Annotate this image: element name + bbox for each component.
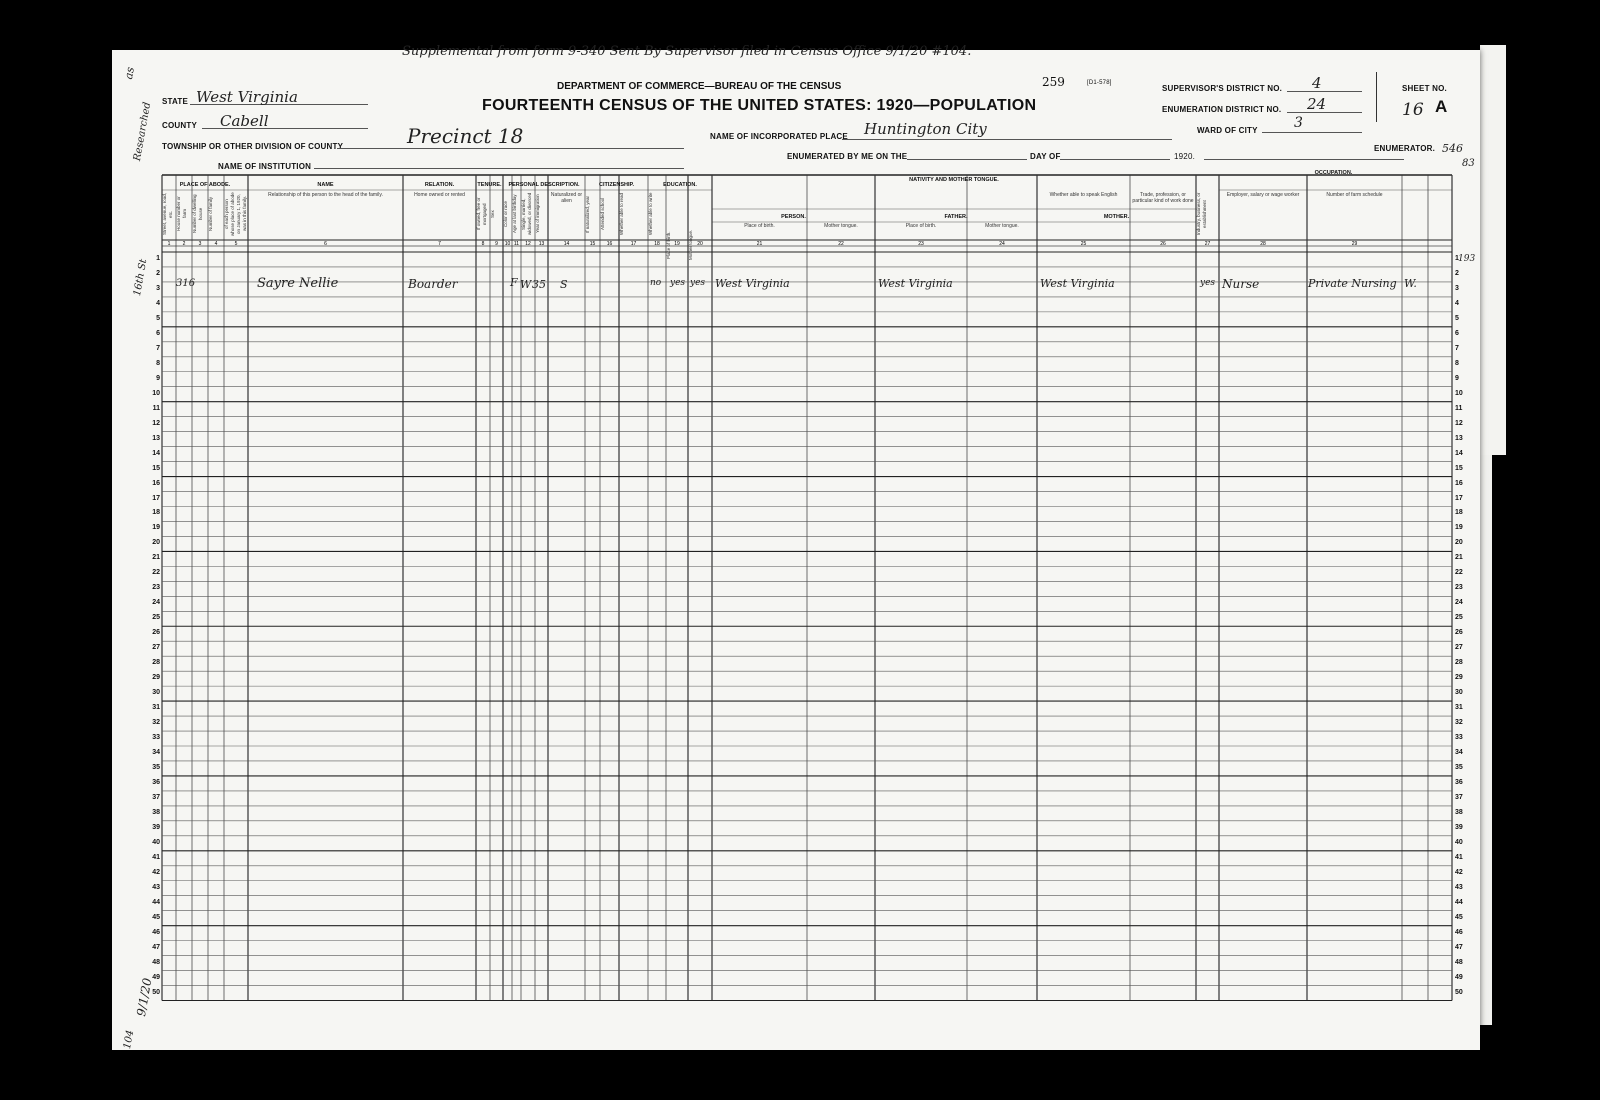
line-number: 14 <box>152 449 160 457</box>
column-header: Mother tongue. <box>824 223 858 229</box>
ward-label: WARD OF CITY <box>1197 126 1258 135</box>
line-number: 33 <box>1455 734 1463 742</box>
page-edge-lower <box>1480 455 1492 1025</box>
column-header: Age at last birthday <box>512 194 517 234</box>
line-number: 26 <box>152 629 160 637</box>
column-header: Home owned or rented <box>414 192 465 198</box>
line-number: 24 <box>152 599 160 607</box>
column-number: 22 <box>838 241 844 247</box>
line-number: 49 <box>152 973 160 981</box>
column-header: Color or race <box>503 201 508 228</box>
line-number: 45 <box>1455 913 1463 921</box>
sex-value: F <box>510 276 518 289</box>
column-header: Year of immigration <box>535 194 540 234</box>
line-number: 12 <box>152 419 160 427</box>
column-header: Relationship of this person to the head of the family. <box>268 192 383 198</box>
sheet-letter: A <box>1435 97 1448 116</box>
line-number: 46 <box>1455 928 1463 936</box>
line-number: 22 <box>1455 569 1463 577</box>
line-number: 34 <box>152 749 160 756</box>
sheet-value: 16 <box>1402 100 1424 120</box>
line-number: 2 <box>1455 269 1459 277</box>
column-number: 1 <box>167 241 171 247</box>
line-number: 36 <box>1455 778 1463 786</box>
group-father: FATHER. <box>944 214 968 220</box>
column-number: 2 <box>182 241 186 247</box>
group-occupation: OCCUPATION. <box>1314 170 1353 176</box>
page-number: 259 <box>1042 75 1065 89</box>
column-number: 15 <box>589 241 596 247</box>
enumerator-number: 546 <box>1442 142 1463 155</box>
column-header: Number of dwelling house <box>192 194 203 234</box>
column-number: 20 <box>697 241 703 247</box>
column-header: Attended school <box>600 197 605 231</box>
line-number: 18 <box>1455 509 1463 517</box>
street-note: 16th St <box>132 258 150 297</box>
person-name: Sayre Nellie <box>257 276 339 291</box>
line-number: 22 <box>152 569 160 577</box>
column-number: 7 <box>438 241 441 247</box>
line-number: 49 <box>1455 973 1463 981</box>
column-header: Mother tongue. <box>985 223 1019 229</box>
line-number: 15 <box>1455 464 1463 472</box>
supplemental-note: Supplemental from form 9-340 Sent By Supervisor filed in Census Office 9/1/20 #104. <box>402 44 972 59</box>
group-relation: RELATION. <box>424 182 455 188</box>
column-number: 19 <box>674 241 680 247</box>
column-header: Place of birth. <box>666 231 671 259</box>
line-number: 33 <box>152 734 160 742</box>
line-number: 25 <box>152 614 160 622</box>
group-citizenship: CITIZENSHIP. <box>598 182 635 188</box>
group-nativity: NATIVITY AND MOTHER TONGUE. <box>909 177 999 183</box>
line-number: 35 <box>1455 763 1463 771</box>
column-header: If owned, free or mortgaged <box>476 197 487 231</box>
supervisor-label: SUPERVISOR'S DISTRICT NO. <box>1162 84 1283 93</box>
line-number: 12 <box>1455 419 1463 427</box>
line-number: 46 <box>152 928 160 936</box>
column-number: 27 <box>1204 241 1211 247</box>
line-number: 30 <box>152 689 160 697</box>
line-number: 38 <box>152 808 160 816</box>
column-header: Whether able to read <box>619 192 624 236</box>
line-number: 21 <box>1455 554 1463 562</box>
line-number: 23 <box>1455 584 1463 592</box>
line-number: 19 <box>1455 524 1463 532</box>
column-number: 10 <box>504 241 511 247</box>
line-number: 30 <box>1455 689 1463 697</box>
line-number: 41 <box>1455 853 1463 861</box>
column-header: Whether able to write <box>648 192 653 236</box>
line-number: 47 <box>152 943 160 951</box>
column-number: 14 <box>563 241 570 247</box>
group-person: PERSON. <box>781 214 806 220</box>
line-number: 37 <box>1455 793 1463 801</box>
line-number: 45 <box>152 913 160 921</box>
column-header: Street, avenue, road, etc. <box>162 192 173 236</box>
line-number: 48 <box>152 958 160 966</box>
industry-value: Private Nursing <box>1308 277 1397 290</box>
line-number: 9 <box>1455 374 1459 382</box>
line-number: 5 <box>1455 314 1459 322</box>
line-number: 7 <box>156 344 160 352</box>
column-number: 24 <box>999 241 1005 247</box>
enumerated-label: ENUMERATED BY ME ON THE <box>787 152 908 161</box>
column-header: Whether able to speak English <box>1049 192 1118 198</box>
column-number: 12 <box>525 241 531 247</box>
column-header: Place of birth. <box>744 223 775 229</box>
column-header: Industry, business, or establishment <box>1196 192 1207 236</box>
date-note-left: 9/1/20 <box>134 976 155 1018</box>
line-number: 2 <box>156 269 160 277</box>
line-number: 4 <box>1455 299 1459 307</box>
line-number: 50 <box>152 988 160 996</box>
state-label: STATE <box>162 97 189 106</box>
page-edge <box>1480 45 1506 455</box>
township-value: Precinct 18 <box>407 124 524 148</box>
line-number: 8 <box>1455 359 1459 367</box>
group-personal: PERSONAL DESCRIPTION. <box>508 182 580 188</box>
column-number: 21 <box>756 241 763 247</box>
father-birthplace-value: West Virginia <box>878 277 953 290</box>
line-number: 10 <box>1455 389 1463 397</box>
line-number: 39 <box>152 823 160 831</box>
incorporated-label: NAME OF INCORPORATED PLACE <box>710 132 848 141</box>
line-number: 13 <box>1455 434 1463 442</box>
sheet-label: SHEET NO. <box>1402 84 1447 93</box>
column-header: of each person whose place of abode on January 1, 1920, was in this family. <box>224 192 247 236</box>
line-number: 18 <box>152 509 160 517</box>
line-number: 31 <box>152 704 160 712</box>
group-tenure: TENURE. <box>477 182 502 188</box>
line-number: 37 <box>152 793 160 801</box>
line-number: 24 <box>1455 599 1463 607</box>
line-number: 3 <box>156 284 160 292</box>
age-value: 35 <box>532 278 546 291</box>
line-number: 43 <box>1455 883 1463 891</box>
line-number: 6 <box>156 329 160 337</box>
year-label: 1920. <box>1174 152 1196 161</box>
line-number: 47 <box>1455 943 1463 951</box>
form-number: [D1-578] <box>1087 80 1112 86</box>
line-number: 11 <box>1455 404 1463 412</box>
column-header: Naturalized or alien <box>550 192 583 204</box>
day-of-label: DAY OF <box>1030 152 1061 161</box>
column-header: Mother tongue. <box>688 229 693 261</box>
enumerator-label: ENUMERATOR. <box>1374 144 1436 153</box>
column-number: 18 <box>654 241 660 247</box>
line-number: 40 <box>1455 838 1463 846</box>
column-header: Place of birth. <box>905 223 937 229</box>
column-number: 26 <box>1160 241 1166 247</box>
line-number: 9 <box>156 374 160 382</box>
relation-value: Boarder <box>408 277 458 291</box>
column-number: 9 <box>495 241 498 247</box>
line-number: 32 <box>152 719 160 727</box>
column-number: 28 <box>1260 241 1266 247</box>
line-number: 1 <box>156 255 160 262</box>
group-name: NAME <box>317 182 334 188</box>
line-number: 11 <box>152 404 160 412</box>
line-number: 44 <box>1455 898 1463 906</box>
line-number: 41 <box>152 853 160 861</box>
census-title: FOURTEENTH CENSUS OF THE UNITED STATES: 1920—POPULATION <box>482 97 1037 114</box>
line-number: 10 <box>152 389 160 397</box>
line-number: 17 <box>1455 494 1463 502</box>
house-number: 316 <box>176 278 196 289</box>
column-header: Employer, salary or wage worker <box>1226 192 1300 198</box>
researched-note: Researched <box>132 101 154 162</box>
line-number: 1 <box>1455 255 1459 262</box>
incorporated-value: Huntington City <box>864 120 987 138</box>
line-number: 26 <box>1455 629 1463 637</box>
line-number: 29 <box>1455 674 1463 682</box>
line-number: 31 <box>1455 704 1463 712</box>
line-number: 16 <box>152 479 160 487</box>
line-number: 44 <box>152 898 160 906</box>
line-number: 27 <box>1455 644 1463 652</box>
line-number: 27 <box>152 644 160 652</box>
line-number: 7 <box>1455 344 1459 352</box>
column-header: Number of farm schedule <box>1326 192 1383 198</box>
line-number: 48 <box>1455 958 1463 966</box>
line-number: 32 <box>1455 719 1463 727</box>
column-header: Trade, profession, or particular kind of work done <box>1132 192 1194 204</box>
county-label: COUNTY <box>162 121 197 130</box>
school-value: no <box>650 278 662 288</box>
line-number: 42 <box>1455 868 1463 876</box>
column-header: House number or farm <box>176 196 187 232</box>
line-number: 36 <box>152 778 160 786</box>
trade-value: Nurse <box>1222 277 1260 291</box>
line-number: 17 <box>152 494 160 502</box>
line-number: 8 <box>156 359 160 367</box>
census-sheet <box>112 44 1480 1050</box>
line-number: 3 <box>1455 284 1459 292</box>
line-number: 42 <box>152 868 160 876</box>
number-note-left: 104 <box>122 1029 137 1050</box>
column-number: 11 <box>513 241 520 247</box>
line-number: 5 <box>156 314 160 322</box>
column-number: 4 <box>214 241 218 247</box>
line-number: 29 <box>152 674 160 682</box>
side-number: 83 <box>1462 158 1475 169</box>
race-value: W <box>520 278 532 291</box>
line-number: 39 <box>1455 823 1463 831</box>
line-number: 40 <box>152 838 160 846</box>
line-number: 21 <box>152 554 160 562</box>
group-abode: PLACE OF ABODE. <box>179 182 231 188</box>
column-number: 13 <box>538 241 545 247</box>
line-number: 28 <box>152 659 160 667</box>
column-header: Sex <box>490 210 495 218</box>
enumeration-label: ENUMERATION DISTRICT NO. <box>1162 105 1282 114</box>
line-number: 4 <box>156 299 160 307</box>
enumeration-value: 24 <box>1307 95 1327 113</box>
column-header: If naturalized, year <box>585 195 590 233</box>
column-number: 3 <box>198 241 202 247</box>
as-note: as <box>122 65 137 81</box>
ward-value: 3 <box>1294 115 1303 131</box>
line-number: 16 <box>1455 479 1463 487</box>
write-value: yes <box>690 278 706 288</box>
line-number: 23 <box>152 584 160 592</box>
employer-value: W. <box>1404 277 1417 290</box>
group-education: EDUCATION. <box>663 182 697 188</box>
column-number: 23 <box>918 241 924 247</box>
line-number: 50 <box>1455 988 1463 996</box>
line-number: 20 <box>152 539 160 547</box>
marital-value: S <box>560 278 568 291</box>
birthplace-value: West Virginia <box>715 277 790 290</box>
line-number: 28 <box>1455 659 1463 667</box>
column-number: 25 <box>1080 241 1087 247</box>
side-number-2: 193 <box>1458 254 1476 264</box>
group-mother: MOTHER. <box>1103 214 1130 220</box>
column-number: 29 <box>1351 241 1358 247</box>
column-number: 8 <box>481 241 485 247</box>
line-number: 43 <box>152 883 160 891</box>
county-value: Cabell <box>220 112 269 130</box>
line-number: 6 <box>1455 329 1459 337</box>
mother-birthplace-value: West Virginia <box>1040 277 1115 290</box>
line-number: 38 <box>1455 808 1463 816</box>
line-number: 34 <box>1455 749 1463 756</box>
supervisor-value: 4 <box>1312 74 1322 92</box>
line-number: 15 <box>152 464 160 472</box>
english-value: yes <box>1200 278 1216 288</box>
column-header: Single, married, widowed, or divorced <box>521 192 532 236</box>
line-number: 20 <box>1455 539 1463 547</box>
column-number: 17 <box>630 241 637 247</box>
column-header: Number of family <box>208 197 213 232</box>
department-title: DEPARTMENT OF COMMERCE—BUREAU OF THE CENSUS <box>557 81 842 92</box>
township-label: TOWNSHIP OR OTHER DIVISION OF COUNTY <box>162 142 344 151</box>
read-value: yes <box>670 278 686 288</box>
column-number: 5 <box>234 241 238 247</box>
line-number: 19 <box>152 524 160 532</box>
line-number: 13 <box>152 434 160 442</box>
line-number: 14 <box>1455 449 1463 457</box>
line-number: 25 <box>1455 614 1463 622</box>
institution-label: NAME OF INSTITUTION <box>218 162 312 171</box>
state-value: West Virginia <box>196 88 298 106</box>
column-number: 16 <box>606 241 613 247</box>
column-number: 6 <box>324 241 327 247</box>
line-number: 35 <box>152 763 160 771</box>
